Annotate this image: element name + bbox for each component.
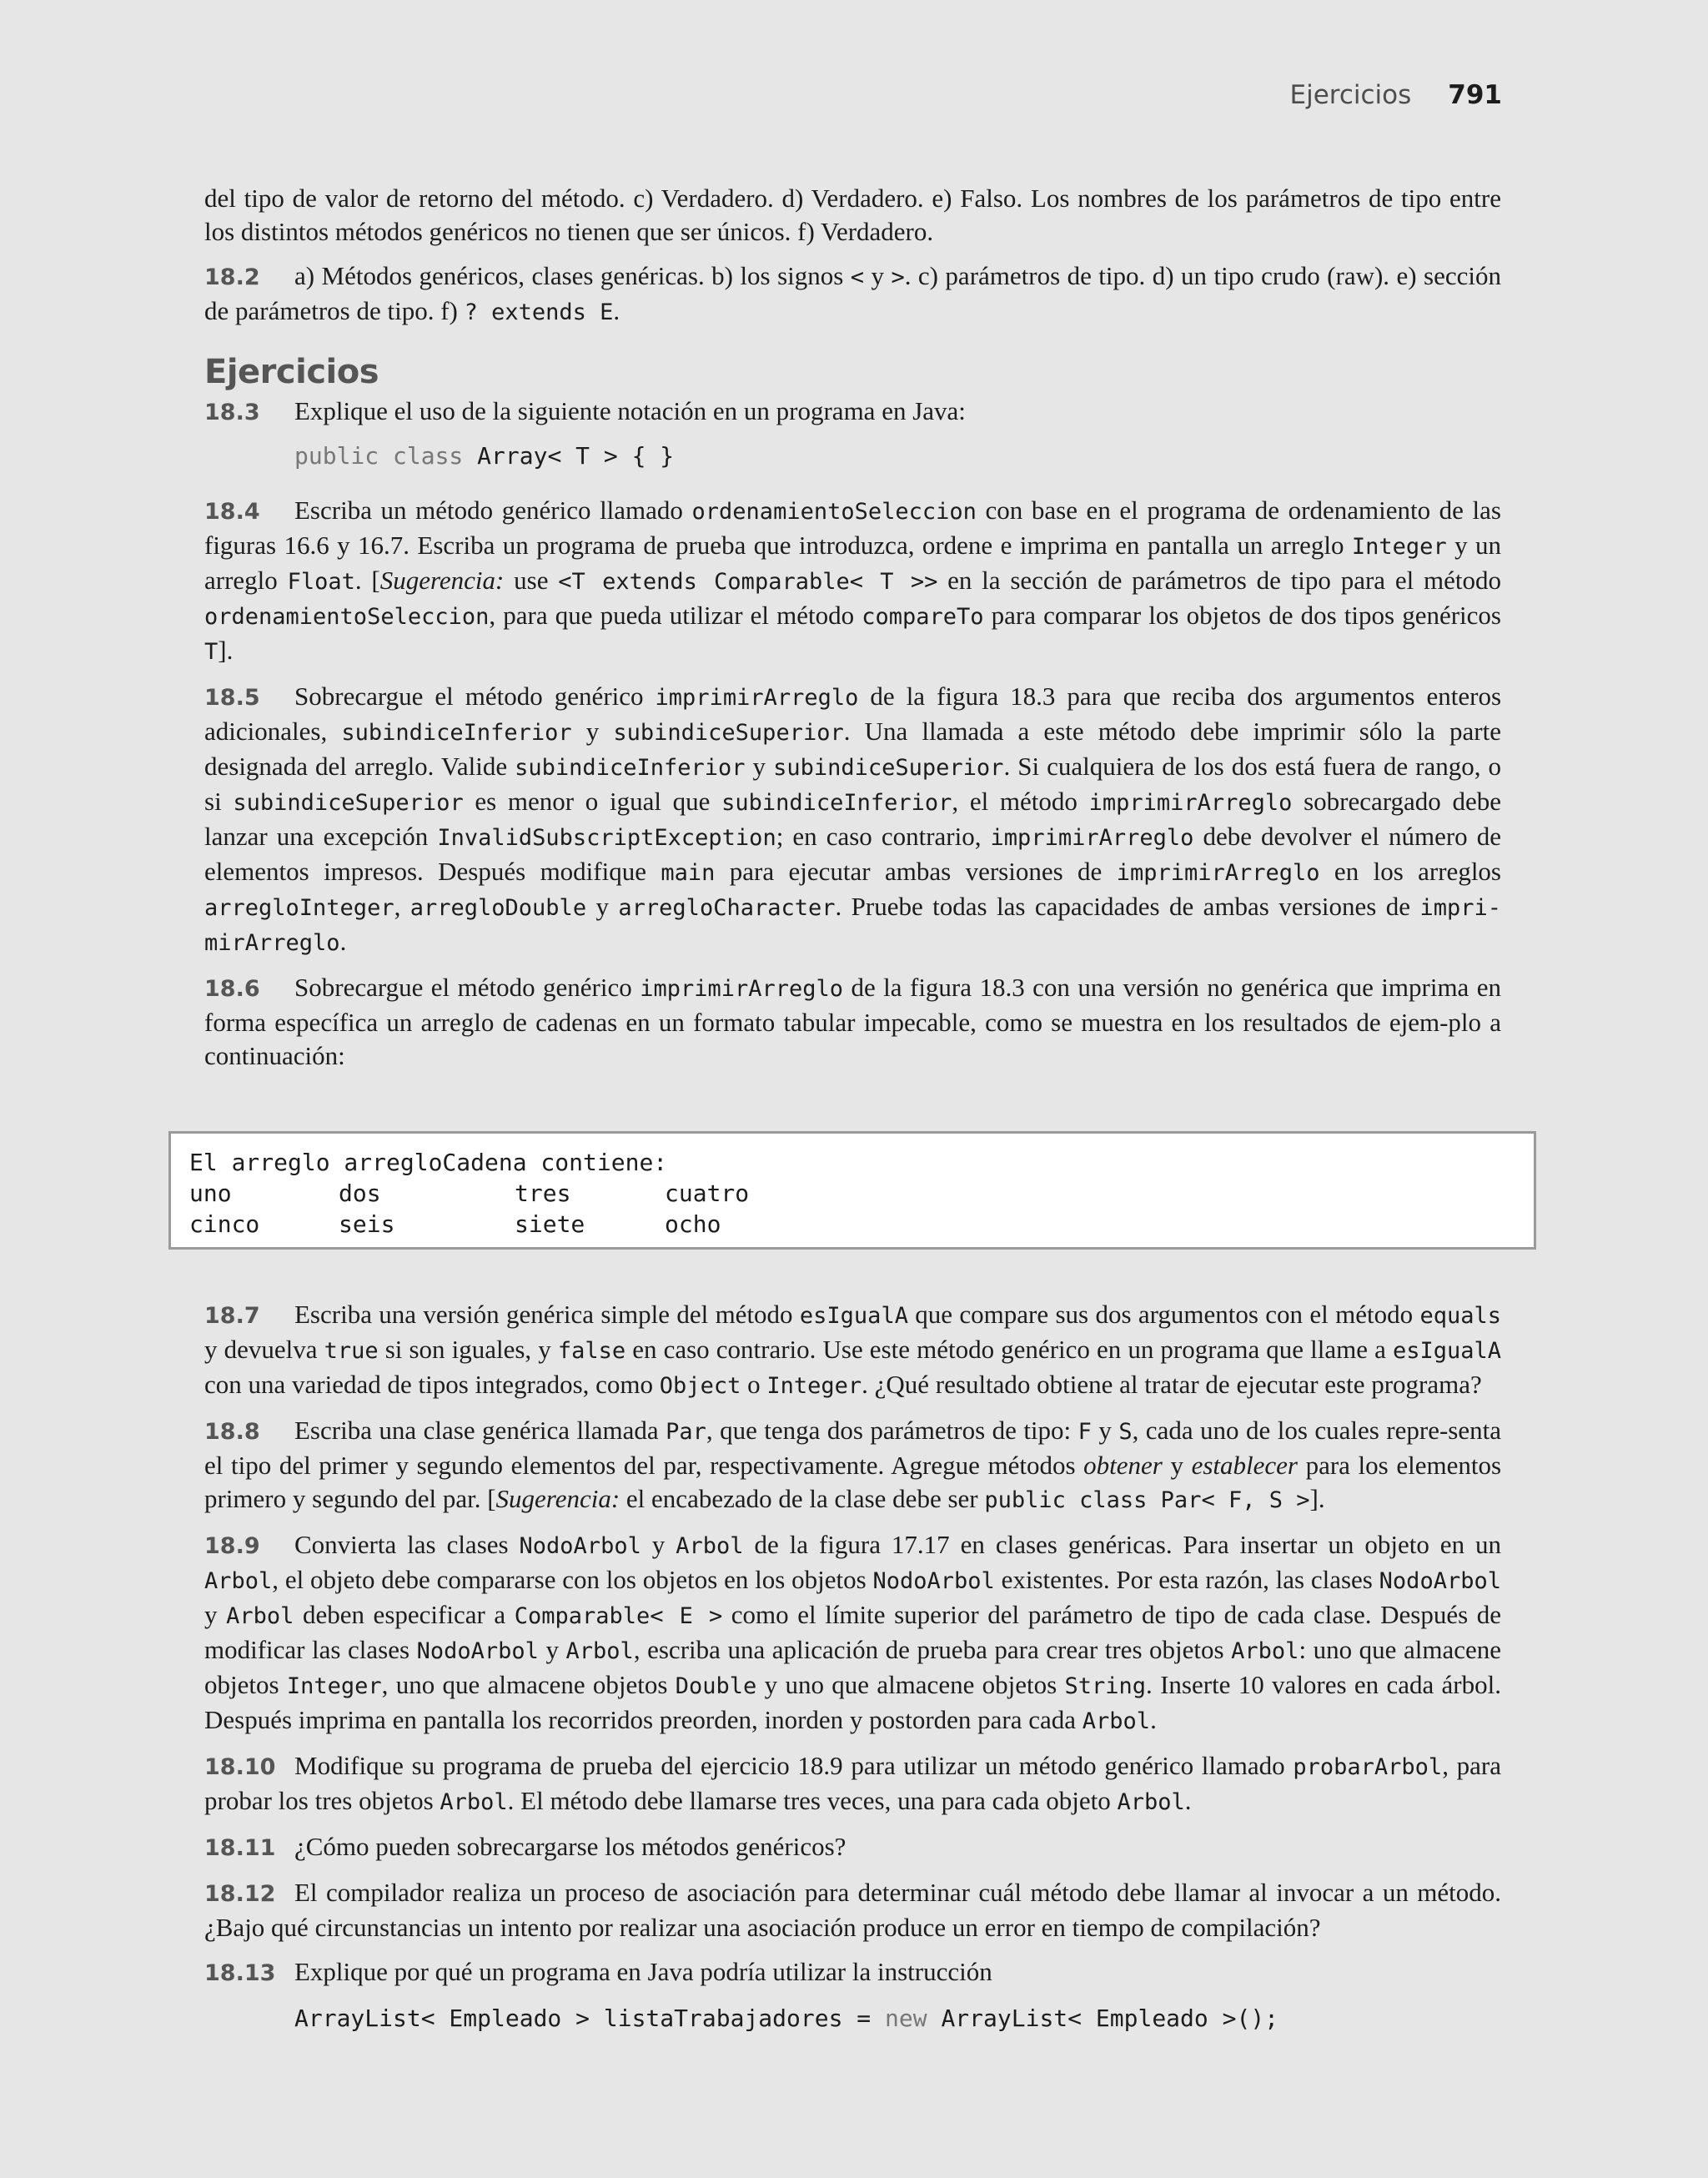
- text-run: ].: [218, 636, 234, 665]
- text-run: .: [339, 927, 347, 956]
- exercise-18-9: [204, 1528, 1501, 1738]
- text-run: y: [864, 261, 892, 290]
- text-run: . Pruebe todas las capacidades de ambas versiones de: [835, 892, 1420, 921]
- exercise-number: 18.8: [204, 1419, 260, 1445]
- text-run: deben especificar a: [294, 1600, 515, 1629]
- text-run: y: [204, 1600, 227, 1629]
- code-run: NodoArbol: [872, 1568, 995, 1594]
- output-cell: ocho: [665, 1210, 721, 1238]
- body-text: [204, 182, 1501, 1073]
- output-cell: cuatro: [665, 1180, 750, 1207]
- exercise-number: 18.12: [204, 1881, 276, 1907]
- code-run: Integer: [1351, 534, 1447, 560]
- code-run: >: [891, 264, 905, 290]
- text-run: Escriba un método genérico llamado: [294, 495, 692, 525]
- page-number: 791: [1448, 80, 1502, 110]
- text-run: . El método debe llamarse tres veces, una para cada objeto: [507, 1786, 1118, 1815]
- text-run: sobrecargado debe lanzar una excepción: [204, 787, 1501, 851]
- code-run: Integer: [766, 1373, 862, 1399]
- output-cell: tres: [515, 1180, 571, 1207]
- code-run: probarArbol: [1293, 1754, 1443, 1780]
- exercise-18-6: [204, 971, 1501, 1073]
- text-run: con base en el programa de ordenamiento de las figuras 16.6 y 16.7. Escriba un programa de prueba que introduzca, ordene e imprima en pantalla un arreglo: [204, 495, 1501, 560]
- code-run: imprimirArreglo: [655, 685, 859, 711]
- text-run: , cada uno de los cuales repre-senta el tipo del primer y segundo elementos del par, respectivamente. Agregue métodos: [204, 1416, 1501, 1480]
- code-run: ArrayList< Empleado >();: [927, 2004, 1279, 2032]
- text-run: El compilador realiza un proceso de asociación para determinar cuál método debe llamar al invocar a un método. ¿Bajo qué circunstancias un intento por realizar una asociación produce un error en tiempo de compilación?: [204, 1878, 1501, 1942]
- output-cell: siete: [515, 1210, 585, 1238]
- code-run: imprimirArreglo: [990, 825, 1194, 851]
- text-run: use: [504, 566, 559, 595]
- code-run: InvalidSubscriptException: [437, 825, 776, 851]
- text-run: , que tenga dos parámetros de tipo:: [706, 1416, 1078, 1445]
- text-run: para ejecutar ambas versiones de: [715, 857, 1117, 886]
- text-run: en caso contrario. Use este método genérico en un programa que llame a: [625, 1335, 1393, 1364]
- sample-output-box: [168, 1131, 1536, 1250]
- text-run: . [: [354, 566, 380, 595]
- output-cell: seis: [339, 1210, 395, 1238]
- text-run: Sobrecargue el método genérico: [294, 973, 640, 1002]
- code-run: Double: [675, 1673, 757, 1699]
- code-run: imprimirArreglo: [1088, 790, 1293, 816]
- answer-number: 18.2: [204, 264, 260, 290]
- code-run: Comparable< E >: [514, 1603, 723, 1629]
- code-run: subindiceSuperior: [773, 755, 1004, 781]
- exercise-number: 18.10: [204, 1754, 276, 1780]
- code-run: String: [1064, 1673, 1147, 1699]
- code-run: ? extends E: [464, 299, 614, 325]
- text-run: si son iguales, y: [378, 1335, 558, 1364]
- code-run: Arbol: [1231, 1638, 1299, 1664]
- exercise-18-10: [204, 1749, 1501, 1819]
- exercise-18-5: [204, 680, 1501, 960]
- italic-run: obtener: [1083, 1451, 1163, 1480]
- code-run: imprimirArreglo: [1116, 860, 1320, 886]
- exercise-number: 18.7: [204, 1303, 260, 1329]
- text-run: y un arreglo: [204, 531, 1501, 595]
- text-run: Sobrecargue el método genérico: [294, 682, 656, 711]
- text-run: y: [571, 717, 614, 746]
- code-run: subindiceSuperior: [233, 790, 464, 816]
- section-heading: Ejercicios: [204, 353, 379, 391]
- exercise-18-4: [204, 494, 1501, 669]
- text-run: que compare sus dos argumentos con el método: [907, 1300, 1420, 1329]
- text-run: y: [538, 1635, 566, 1664]
- code-run: NodoArbol: [416, 1638, 539, 1664]
- text-run: en la sección de parámetros de tipo para el método: [937, 566, 1501, 595]
- answer-18-2: [204, 259, 1501, 329]
- code-run: public class Par< F, S >: [984, 1487, 1310, 1513]
- code-run: <: [850, 264, 865, 290]
- code-run: Arbol: [676, 1533, 744, 1559]
- code-run: Arbol: [226, 1603, 294, 1629]
- code-run: S: [1118, 1419, 1133, 1445]
- code-run: main: [661, 860, 716, 886]
- text-run: .: [613, 296, 620, 325]
- code-run: Arbol: [1082, 1708, 1151, 1734]
- text-run: , escriba una aplicación de prueba para crear tres objetos: [633, 1635, 1232, 1664]
- text-run: y: [1162, 1451, 1192, 1480]
- text-run: de la figura 18.3 para que reciba dos argumentos enteros adicionales,: [204, 682, 1502, 746]
- running-header: [1290, 80, 1503, 120]
- text-run: Explique el uso de la siguiente notación en un programa en Java:: [294, 396, 966, 425]
- text-run: .: [1150, 1705, 1157, 1734]
- text-run: Escriba una clase genérica llamada: [294, 1416, 666, 1445]
- text-run: , para probar los tres objetos: [204, 1751, 1501, 1815]
- code-run: <T extends Comparable< T >>: [558, 569, 938, 595]
- italic-run: establecer: [1191, 1451, 1298, 1480]
- code-run: Arbol: [204, 1568, 273, 1594]
- text-run: Modifique su programa de prueba del ejercicio 18.9 para utilizar un método genérico llamado: [294, 1751, 1294, 1780]
- text-run: , el objeto debe compararse con los objetos en los objetos: [272, 1565, 873, 1594]
- answer-continuation: [204, 182, 1501, 249]
- text-run: Convierta las clases: [294, 1530, 520, 1559]
- body-text-continued: [204, 1298, 1501, 2035]
- code-run: arregloInteger: [204, 895, 394, 921]
- code-run: NodoArbol: [1379, 1568, 1501, 1594]
- text-run: ,: [394, 892, 410, 921]
- exercise-number: 18.9: [204, 1533, 260, 1559]
- exercise-number: 18.13: [204, 1960, 276, 1986]
- exercise-18-12: [204, 1876, 1501, 1944]
- code-run: ordenamientoSeleccion: [691, 499, 977, 525]
- code-run: Integer: [286, 1673, 382, 1699]
- code-run: T: [204, 639, 219, 665]
- text-run: como el límite superior del parámetro de tipo de cada clase. Después de modificar las clases: [204, 1600, 1501, 1664]
- code-snippet: [204, 440, 1501, 473]
- text-run: para los elementos primero y segundo del par. [: [204, 1451, 1502, 1513]
- exercise-18-7: [204, 1298, 1501, 1403]
- code-run: false: [557, 1338, 626, 1364]
- text-run: o: [741, 1370, 767, 1399]
- exercise-number: 18.11: [204, 1835, 276, 1861]
- code-run: imprimirArreglo: [640, 976, 844, 1002]
- text-run: . Una llamada a este método debe imprimir sólo la parte designada del arreglo. Valide: [204, 717, 1501, 781]
- text-run: a) Métodos genéricos, clases genéricas. b) los signos: [294, 261, 851, 290]
- output-cell: uno: [189, 1180, 232, 1207]
- text-run: de la figura 18.3 con una versión no genérica que imprima en forma específica un arreglo de cadenas en un formato tabular impecable, como se muestra en los resultados de ejem-plo a continuación:: [204, 973, 1502, 1070]
- text-run: : uno que almacene objetos: [204, 1635, 1501, 1699]
- output-cell: cinco: [189, 1210, 260, 1238]
- code-run: esIgualA: [1392, 1338, 1501, 1364]
- answer-181-tail: del tipo de valor de retorno del método. c) Verdadero. d) Verdadero. e) Falso. Los nombres de los parámetros de tipo entre los distintos métodos genéricos no tienen que ser únicos. f) Verdadero.: [204, 184, 1501, 246]
- code-run: Object: [659, 1373, 741, 1399]
- text-run: . ¿Qué resultado obtiene al tratar de ejecutar este programa?: [862, 1370, 1482, 1399]
- code-run: subindiceInferior: [515, 755, 746, 781]
- code-run: Arbol: [1117, 1789, 1185, 1815]
- italic-run: Sugerencia:: [495, 1484, 620, 1513]
- code-run: subindiceInferior: [341, 720, 572, 746]
- code-run: subindiceSuperior: [613, 720, 844, 746]
- code-run: NodoArbol: [519, 1533, 641, 1559]
- text-run: , el método: [952, 787, 1089, 816]
- code-keyword: new: [885, 2004, 927, 2032]
- text-run: para comparar los objetos de dos tipos genéricos: [983, 601, 1501, 630]
- text-run: y: [640, 1530, 676, 1559]
- text-run: y devuelva: [204, 1335, 324, 1364]
- text-run: con una variedad de tipos integrados, como: [204, 1370, 660, 1399]
- exercise-18-8: [204, 1414, 1501, 1517]
- code-run: arregloCharacter: [618, 895, 836, 921]
- code-run: ArrayList< Empleado > listaTrabajadores =: [294, 2004, 886, 2032]
- code-run: Array< T > { }: [463, 442, 675, 470]
- code-keyword: public class: [294, 442, 464, 470]
- code-run: esIgualA: [799, 1303, 908, 1329]
- text-run: ¿Cómo pueden sobrecargarse los métodos genéricos?: [294, 1832, 846, 1861]
- exercise-number: 18.5: [204, 685, 260, 711]
- output-line-title: El arreglo arregloCadena contiene:: [189, 1149, 668, 1176]
- text-run: ].: [1309, 1484, 1325, 1513]
- code-run: F: [1078, 1419, 1092, 1445]
- text-run: es menor o igual que: [463, 787, 722, 816]
- exercise-18-11: [204, 1830, 1501, 1865]
- code-snippet: [204, 2002, 1501, 2035]
- text-run: y: [1091, 1416, 1119, 1445]
- exercise-number: 18.4: [204, 499, 260, 525]
- text-run: . Inserte 10 valores en cada árbol. Después imprima en pantalla los recorridos preorden, inorden y postorden para cada: [204, 1670, 1501, 1734]
- text-run: debe devolver el número de elementos impresos. Después modifique: [204, 822, 1501, 886]
- code-run: equals: [1419, 1303, 1501, 1329]
- code-run: Arbol: [440, 1789, 508, 1815]
- exercise-number: 18.3: [204, 400, 260, 425]
- code-run: ordenamientoSeleccion: [204, 604, 490, 630]
- text-run: , para que pueda utilizar el método: [489, 601, 862, 630]
- code-run: impri-mirArreglo: [204, 895, 1502, 956]
- code-run: Par: [666, 1419, 706, 1445]
- output-cell: dos: [339, 1180, 381, 1207]
- text-run: Escriba una versión genérica simple del método: [294, 1300, 800, 1329]
- text-run: ; en caso contrario,: [776, 822, 991, 851]
- text-run: y uno que almacene objetos: [756, 1670, 1065, 1699]
- text-run: y: [745, 752, 774, 781]
- code-run: true: [324, 1338, 379, 1364]
- code-run: compareTo: [862, 604, 984, 630]
- italic-run: Sugerencia:: [379, 566, 505, 595]
- text-run: Explique por qué un programa en Java podría utilizar la instrucción: [294, 1957, 992, 1986]
- text-run: y: [586, 892, 619, 921]
- text-run: el encabezado de la clase debe ser: [620, 1484, 985, 1513]
- text-run: de la figura 17.17 en clases genéricas. Para insertar un objeto en un: [743, 1530, 1502, 1559]
- text-run: . Si cualquiera de los dos está fuera de rango, o si: [204, 752, 1501, 816]
- code-run: Arbol: [565, 1638, 634, 1664]
- text-run: en los arreglos: [1319, 857, 1501, 886]
- exercise-18-3: [204, 395, 1501, 430]
- text-run: .: [1184, 1786, 1192, 1815]
- text-run: , uno que almacene objetos: [381, 1670, 676, 1699]
- exercise-number: 18.6: [204, 976, 260, 1002]
- code-run: arregloDouble: [409, 895, 587, 921]
- code-run: subindiceInferior: [721, 790, 952, 816]
- text-run: . c) parámetros de tipo. d) un tipo crudo (raw). e) sección de parámetros de tipo. f): [204, 261, 1501, 325]
- running-header-section: Ejercicios: [1289, 80, 1412, 110]
- text-run: existentes. Por esta razón, las clases: [994, 1565, 1379, 1594]
- exercise-18-13: [204, 1955, 1501, 1990]
- code-run: Float: [287, 569, 355, 595]
